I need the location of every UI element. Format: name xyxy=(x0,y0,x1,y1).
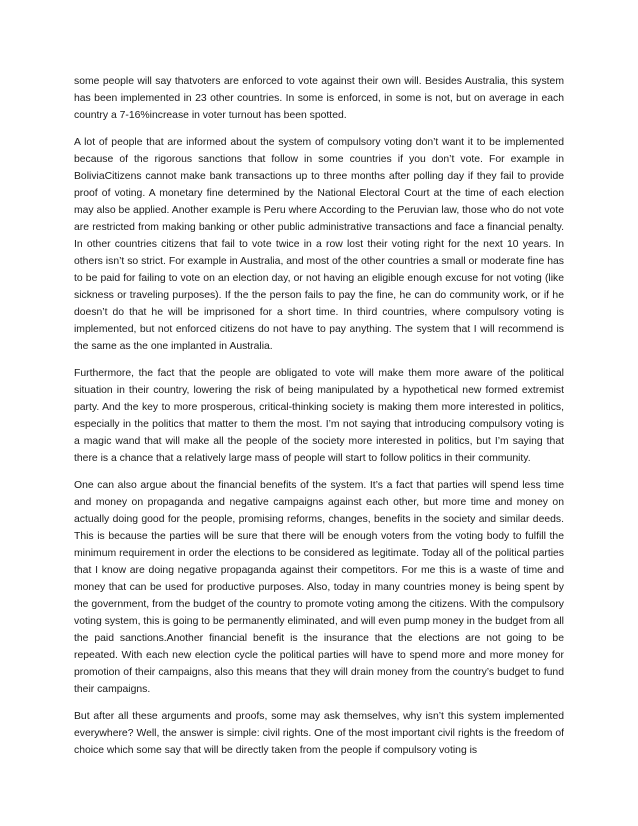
paragraph: One can also argue about the financial benefits of the system. It’s a fact that parties will spend less time and money on propaganda and negative campaigns against each other, but more time and money on actually doing good for the people, promising reforms, changes, benefits in the society and similar deeds. This is because the parties will be sure that there will be enough voters from the voting body to fulfill the minimum requirement in order the elections to be considered as legitimate. Today all of the political parties that I know are doing negative propaganda against their competitors. For me this is a waste of time and money that can be used for productive purposes. Also, today in many countries money is being spent by the government, from the budget of the country to promote voting among the citizens. With the compulsory voting system, this is going to be permanently eliminated, and will even pump money in the budget from all the paid sanctions.Another financial benefit is the insurance that the elections are not going to be repeated. With each new election cycle the political parties will have to spend more and more money for promotion of their campaigns, also this means that they will drain money from the country’s budget to fund their campaigns. xyxy=(74,480,564,695)
paragraph: Furthermore, the fact that the people are obligated to vote will make them more aware of the political situation in their country, lowering the risk of being manipulated by a hypothetical new formed extremist party. And the key to more prosperous, critical-thinking society is making them more interested in politics, especially in the politics that matter to them the most. I’m not saying that introducing compulsory voting is a magic wand that will make all the people of the society more interested in politics, but I’m saying that there is a chance that a relatively large mass of people will start to follow politics in their community. xyxy=(74,368,564,464)
document-body xyxy=(74,73,564,769)
paragraph: A lot of people that are informed about the system of compulsory voting don’t want it to be implemented because of the rigorous sanctions that follow in some countries if you don’t vote. For example in BoliviaCitizens cannot make bank transactions up to three months after polling day if they fail to provide proof of voting. A monetary fine determined by the National Electoral Court at the time of each election may also be applied. Another example is Peru where According to the Peruvian law, those who do not vote are restricted from making banking or other public administrative transactions and face a financial penalty. In other countries citizens that fail to vote twice in a row lost their voting right for the next 10 years. In others isn’t so strict. For example in Australia, and most of the other countries a small or moderate fine has to be paid for failing to vote on an election day, or not having an eligible enough excuse for not voting (like sickness or traveling purposes). If the the person fails to pay the fine, he can do community work, or if he doesn’t do that he will be imprisoned for a short time. In third countries, where compulsory voting is implemented, but not enforced citizens do not have to pay anything. The system that I will recommend is the same as the one implanted in Australia. xyxy=(74,137,564,352)
paragraph: But after all these arguments and proofs, some may ask themselves, why isn’t this system implemented everywhere? Well, the answer is simple: civil rights. One of the most important civil rights is the freedom of choice which some say that will be directly taken from the people if compulsory voting is xyxy=(74,711,564,756)
paragraph: some people will say thatvoters are enforced to vote against their own will. Besides Australia, this system has been implemented in 23 other countries. In some is enforced, in some is not, but on average in each country a 7-16%increase in voter turnout has been spotted. xyxy=(74,76,564,121)
